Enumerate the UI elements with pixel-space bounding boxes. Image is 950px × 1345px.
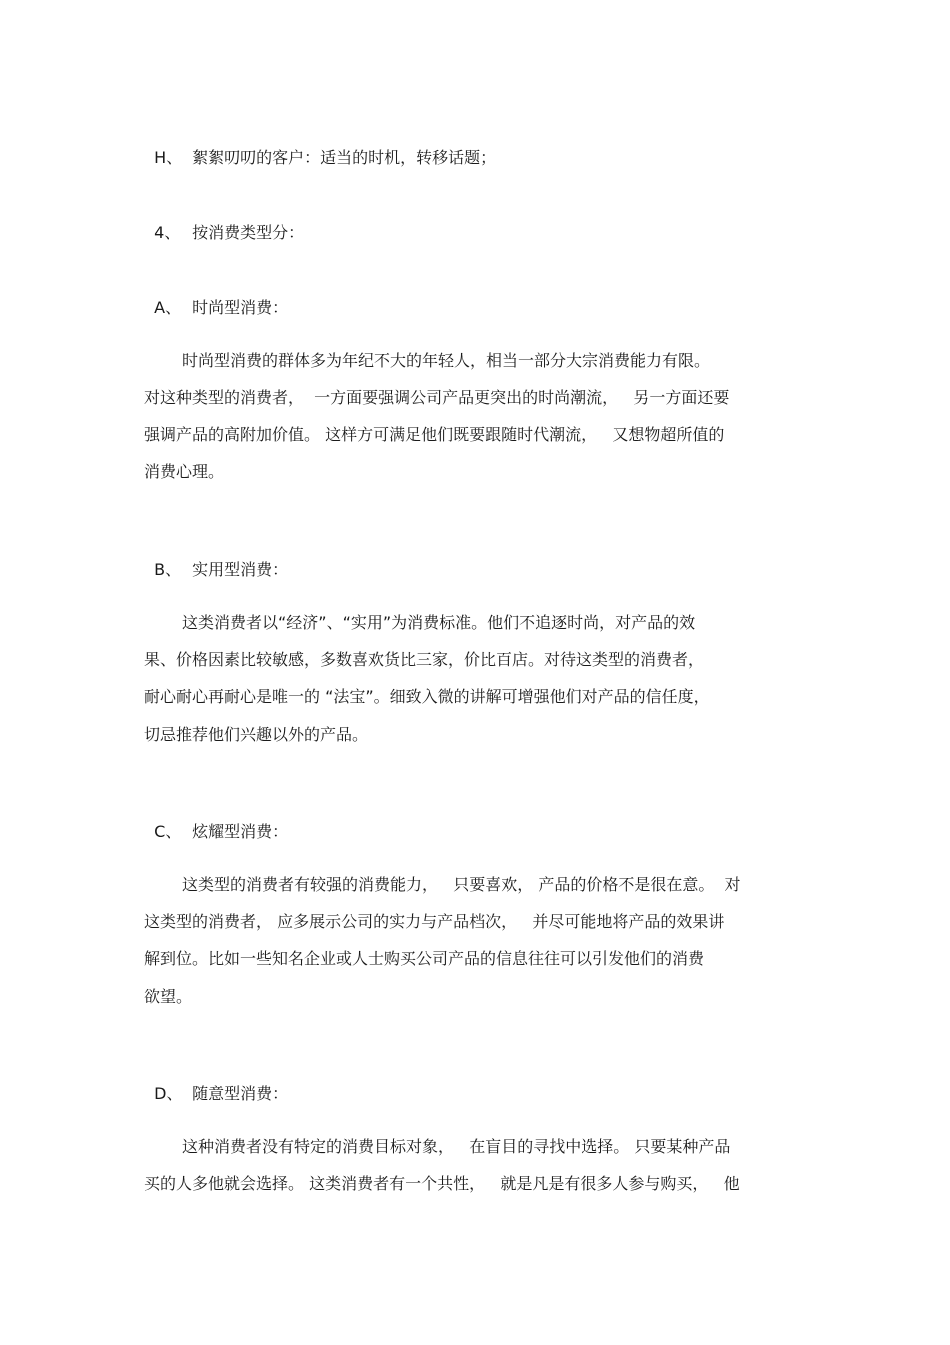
heading-text: 随意型消费： <box>192 1084 289 1103</box>
heading-text: 炫耀型消费： <box>192 822 289 841</box>
paragraph-c-line-1: 这类型的消费者有较强的消费能力， 只要喜欢， 产品的价格不是很在意。 对 <box>182 875 741 894</box>
paragraph-d-line-1: 这种消费者没有特定的消费目标对象， 在盲目的寻找中选择。 只要某种产品 <box>182 1137 731 1156</box>
paragraph-a-line-1: 时尚型消费的群体多为年纪不大的年轻人，相当一部分大宗消费能力有限。 <box>182 351 711 370</box>
section-heading-4 <box>144 200 304 244</box>
paragraph-a-line-3: 强调产品的高附加价值。 这样方可满足他们既要跟随时代潮流， 又想物超所值的 <box>144 425 725 444</box>
paragraph-b-line-2: 果、价格因素比较敏感，多数喜欢货比三家，价比百店。对待这类型的消费者， <box>144 650 705 669</box>
heading-marker: D、 <box>154 1084 183 1103</box>
paragraph-a-line-2: 对这种类型的消费者， 一方面要强调公司产品更突出的时尚潮流， 另一方面还要 <box>144 388 730 407</box>
heading-marker: B、 <box>154 560 182 579</box>
heading-c <box>144 799 288 843</box>
heading-marker: H、 <box>154 148 183 167</box>
heading-text: 按消费类型分： <box>192 223 305 242</box>
paragraph-b-line-3: 耐心耐心再耐心是唯一的 “法宝”。细致入微的讲解可增强他们对产品的信任度， <box>144 687 710 706</box>
paragraph-b-line-4: 切忌推荐他们兴趣以外的产品。 <box>144 725 369 744</box>
heading-marker: C、 <box>154 822 182 841</box>
paragraph-c-line-2: 这类型的消费者， 应多展示公司的实力与产品档次， 并尽可能地将产品的效果讲 <box>144 912 725 931</box>
paragraph-b-line-1: 这类消费者以“经济”、“实用”为消费标准。他们不追逐时尚，对产品的效 <box>182 613 696 632</box>
heading-marker: 4、 <box>154 223 181 242</box>
heading-h <box>144 125 496 169</box>
heading-text: 絮絮叨叨的客户：适当的时机，转移话题； <box>192 148 497 167</box>
heading-text: 实用型消费： <box>192 560 289 579</box>
heading-marker: A、 <box>154 298 182 317</box>
heading-text: 时尚型消费： <box>192 298 289 317</box>
heading-b <box>144 537 288 581</box>
heading-a <box>144 275 288 319</box>
heading-d <box>144 1061 288 1105</box>
paragraph-d-line-2: 买的人多他就会选择。 这类消费者有一个共性， 就是凡是有很多人参与购买， 他 <box>144 1174 740 1193</box>
paragraph-c-line-4: 欲望。 <box>144 987 193 1006</box>
paragraph-c-line-3: 解到位。比如一些知名企业或人士购买公司产品的信息往往可以引发他们的消费 <box>144 949 705 968</box>
paragraph-a-line-4: 消费心理。 <box>144 462 225 481</box>
